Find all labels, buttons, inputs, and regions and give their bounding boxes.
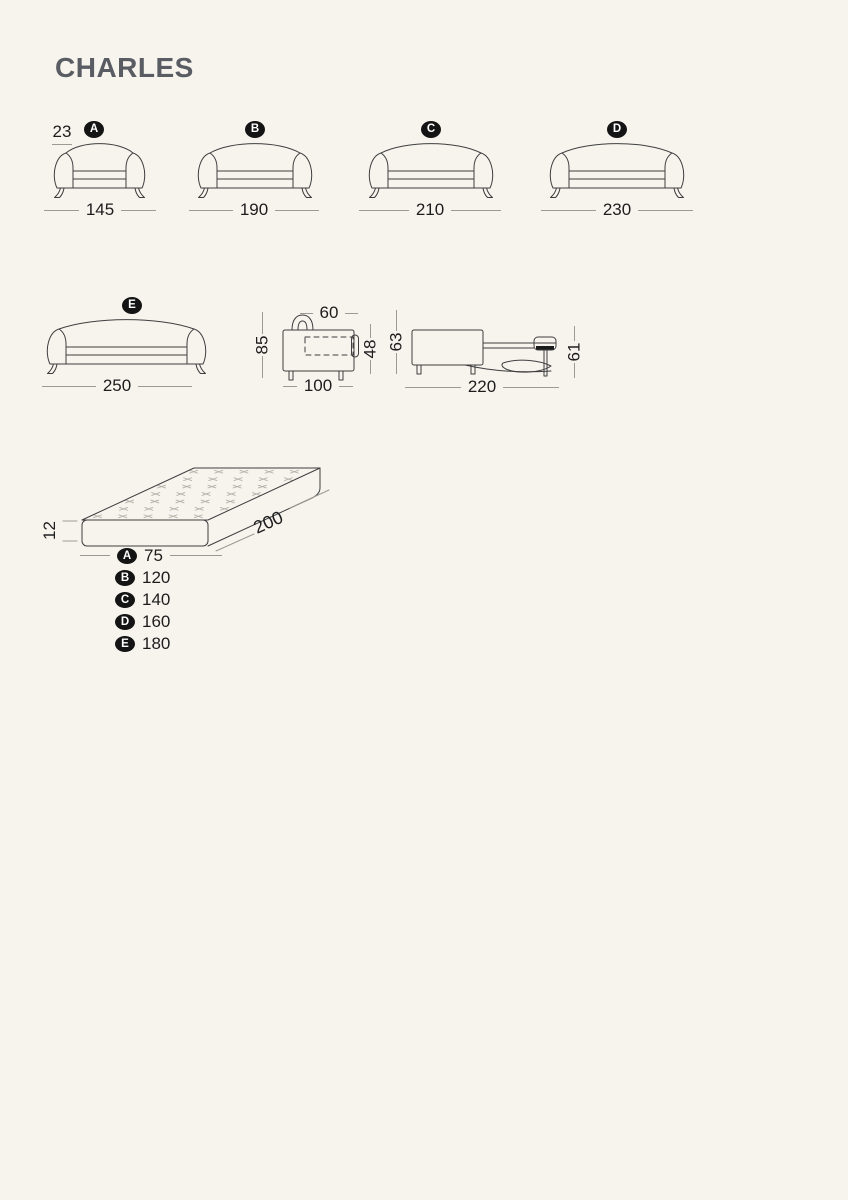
dim-closed-height-value: 85 xyxy=(251,335,271,355)
size-badge-e: E xyxy=(122,297,142,314)
dim-line xyxy=(283,386,297,387)
dim-width-b-value: 190 xyxy=(239,200,269,219)
size-badge-d: D xyxy=(607,121,627,138)
dim-closed-top xyxy=(300,303,358,323)
dim-line xyxy=(339,386,353,387)
mattress-width-d-value: 160 xyxy=(142,611,171,631)
mattress-top-face xyxy=(82,468,320,520)
mattress-width-row-c xyxy=(115,591,170,608)
dim-line xyxy=(405,387,461,388)
dim-line xyxy=(170,555,222,556)
dim-thickness-ticks xyxy=(63,521,77,541)
sofa-front-view-e xyxy=(45,313,208,375)
dim-width-c xyxy=(359,200,501,220)
dim-closed-height xyxy=(252,312,272,378)
dim-closed-depth xyxy=(283,376,353,396)
page-title: CHARLES xyxy=(55,52,194,83)
bed-bolster-shadow xyxy=(536,346,554,350)
mattress-width-c-value: 140 xyxy=(142,589,171,609)
sofa-front-view-c xyxy=(367,137,495,199)
dim-line xyxy=(574,363,575,378)
sofa-body xyxy=(283,330,354,371)
side-view-open xyxy=(403,320,571,382)
size-badge-a: A xyxy=(84,121,104,138)
leg xyxy=(417,365,421,374)
dim-line xyxy=(396,310,397,331)
dim-line xyxy=(262,312,263,334)
mattress-width-a-value: 75 xyxy=(144,545,163,565)
mattress-badge-d: D xyxy=(115,614,135,630)
dim-width-d xyxy=(541,200,693,220)
dim-length-value: 200 xyxy=(250,506,287,538)
dim-line xyxy=(541,210,596,211)
dim-line xyxy=(370,324,371,338)
mattress-badge-c: C xyxy=(115,592,135,608)
dim-line xyxy=(121,210,156,211)
dim-line xyxy=(370,360,371,374)
mattress-width-e-value: 180 xyxy=(142,633,171,653)
dim-bed-height xyxy=(564,326,584,378)
dim-line xyxy=(275,210,319,211)
mattress-front-face xyxy=(82,520,208,546)
dim-closed-top-value: 60 xyxy=(319,303,339,322)
mattress-width-row-e xyxy=(115,635,170,652)
mattress-width-b-value: 120 xyxy=(142,567,171,587)
mattress-badge-b: B xyxy=(115,570,135,586)
mattress-width-row-d xyxy=(115,613,170,630)
dim-width-b xyxy=(189,200,319,220)
mattress-isometric xyxy=(38,450,350,562)
dim-open-seat-height-value: 63 xyxy=(385,332,405,352)
dim-line xyxy=(396,353,397,374)
dim-line xyxy=(138,386,192,387)
dim-line xyxy=(189,210,233,211)
mattress-width-row-a xyxy=(80,547,222,564)
dim-closed-depth-value: 100 xyxy=(303,376,333,395)
dim-open-length-value: 220 xyxy=(467,377,497,396)
dim-line xyxy=(44,210,79,211)
dim-line xyxy=(574,326,575,341)
dim-line xyxy=(80,555,110,556)
mattress-width-row-b xyxy=(115,569,170,586)
dim-line xyxy=(359,210,409,211)
dim-line xyxy=(451,210,501,211)
dim-line xyxy=(638,210,693,211)
dim-open-length xyxy=(405,377,559,397)
dim-width-c-value: 210 xyxy=(415,200,445,219)
dim-arm-width-value: 23 xyxy=(52,122,73,145)
sofa-front-view-d xyxy=(548,137,686,199)
hidden-bed-outline xyxy=(305,337,353,355)
dim-width-a xyxy=(44,200,156,220)
dim-folded-bed-height xyxy=(360,324,380,374)
mattress-badge-a: A xyxy=(117,548,137,564)
dim-thickness-value: 12 xyxy=(40,521,59,540)
size-badge-b: B xyxy=(245,121,265,138)
dim-width-e-value: 250 xyxy=(102,376,132,395)
dim-line xyxy=(345,313,358,314)
dim-line xyxy=(42,386,96,387)
dim-line xyxy=(262,356,263,378)
dim-line xyxy=(300,313,313,314)
dim-width-e xyxy=(42,376,192,396)
dim-folded-bed-height-value: 48 xyxy=(359,339,379,359)
mattress-badge-e: E xyxy=(115,636,135,652)
dim-width-d-value: 230 xyxy=(602,200,632,219)
dim-line xyxy=(503,387,559,388)
dim-bed-height-value: 61 xyxy=(563,342,583,362)
sofa-front-view-b xyxy=(196,137,314,199)
sofa-front-view-a xyxy=(52,137,147,199)
sofa-body xyxy=(412,330,483,365)
size-badge-c: C xyxy=(421,121,441,138)
dim-width-a-value: 145 xyxy=(85,200,115,219)
